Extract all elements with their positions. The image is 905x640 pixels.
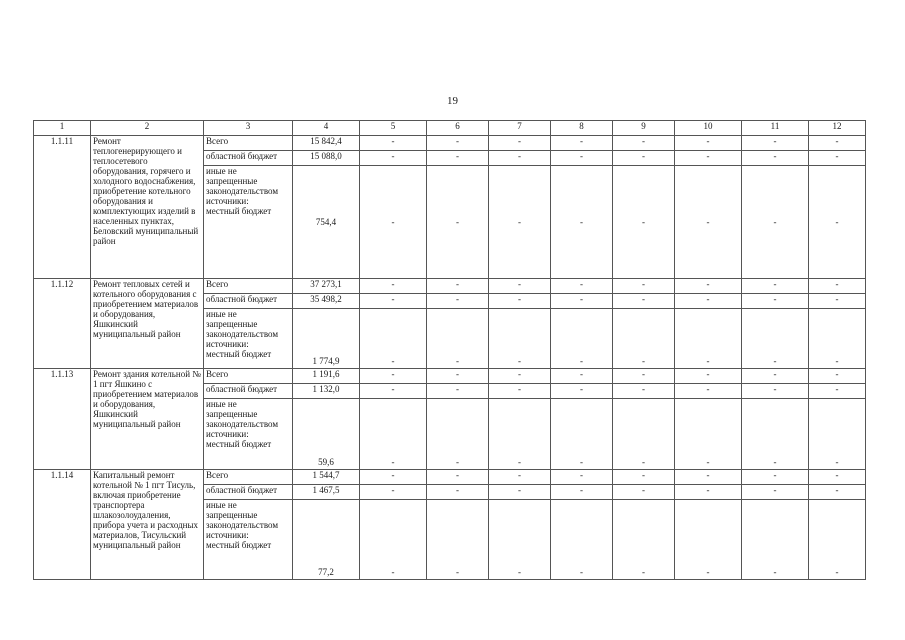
header-cell: 8	[551, 121, 613, 136]
empty-cell: -	[427, 384, 489, 399]
source-local-label: местный бюджет	[206, 206, 272, 216]
source-total-label: Всего	[204, 136, 293, 151]
header-cell: 1	[34, 121, 91, 136]
empty-cell: -	[551, 500, 613, 580]
header-cell: 12	[809, 121, 866, 136]
empty-cell: -	[675, 279, 742, 294]
empty-cell: -	[551, 294, 613, 309]
empty-cell: -	[675, 294, 742, 309]
empty-cell: -	[809, 279, 866, 294]
empty-cell: -	[613, 485, 675, 500]
total-amount: 1 544,7	[293, 470, 360, 485]
empty-cell: -	[360, 384, 427, 399]
empty-cell: -	[360, 151, 427, 166]
empty-cell: -	[675, 399, 742, 470]
empty-cell: -	[742, 500, 809, 580]
empty-cell: -	[360, 279, 427, 294]
empty-cell: -	[427, 279, 489, 294]
empty-cell: -	[427, 294, 489, 309]
empty-cell: -	[809, 399, 866, 470]
header-cell: 5	[360, 121, 427, 136]
empty-cell: -	[809, 470, 866, 485]
empty-cell: -	[489, 151, 551, 166]
local-amount: 754,4	[293, 166, 360, 279]
empty-cell: -	[427, 369, 489, 384]
empty-cell: -	[489, 399, 551, 470]
table-row	[34, 136, 866, 151]
empty-cell: -	[809, 166, 866, 279]
empty-cell: -	[675, 136, 742, 151]
source-local-label: местный бюджет	[206, 349, 272, 359]
regional-amount: 1 132,0	[293, 384, 360, 399]
source-total-label: Всего	[204, 279, 293, 294]
empty-cell: -	[489, 384, 551, 399]
measure-name: Ремонт здания котельной № 1 пгт Яшкино с приобретением материалов и оборудования, Яшкинский муниципальный район	[91, 369, 204, 470]
header-cell: 11	[742, 121, 809, 136]
empty-cell: -	[360, 369, 427, 384]
empty-cell: -	[613, 166, 675, 279]
empty-cell: -	[613, 136, 675, 151]
total-amount: 15 842,4	[293, 136, 360, 151]
empty-cell: -	[427, 166, 489, 279]
empty-cell: -	[551, 279, 613, 294]
empty-cell: -	[551, 384, 613, 399]
empty-cell: -	[551, 151, 613, 166]
empty-cell: -	[742, 279, 809, 294]
empty-cell: -	[360, 470, 427, 485]
empty-cell: -	[360, 485, 427, 500]
empty-cell: -	[427, 136, 489, 151]
table-row	[34, 279, 866, 294]
table-row	[34, 369, 866, 384]
empty-cell: -	[427, 399, 489, 470]
empty-cell: -	[613, 151, 675, 166]
empty-cell: -	[427, 485, 489, 500]
measure-name: Капитальный ремонт котельной № 1 пгт Тисуль, включая приобретение транспортера шлакозолоудаления, прибора учета и расходных материалов, Тисульский муниципальный район	[91, 470, 204, 580]
empty-cell: -	[551, 166, 613, 279]
source-regional-label: областной бюджет	[204, 384, 293, 399]
header-cell: 9	[613, 121, 675, 136]
empty-cell: -	[742, 384, 809, 399]
header-cell: 7	[489, 121, 551, 136]
empty-cell: -	[675, 470, 742, 485]
empty-cell: -	[809, 384, 866, 399]
empty-cell: -	[809, 369, 866, 384]
empty-cell: -	[489, 136, 551, 151]
empty-cell: -	[360, 500, 427, 580]
source-total-label: Всего	[204, 470, 293, 485]
page-number: 19	[447, 95, 458, 107]
header-cell: 2	[91, 121, 204, 136]
empty-cell: -	[489, 470, 551, 485]
empty-cell: -	[675, 369, 742, 384]
empty-cell: -	[809, 485, 866, 500]
table-row	[34, 470, 866, 485]
empty-cell: -	[427, 151, 489, 166]
empty-cell: -	[742, 485, 809, 500]
empty-cell: -	[427, 309, 489, 369]
source-local-label: местный бюджет	[206, 439, 272, 449]
header-cell: 6	[427, 121, 489, 136]
empty-cell: -	[551, 369, 613, 384]
source-other-cell	[204, 166, 293, 279]
empty-cell: -	[551, 470, 613, 485]
empty-cell: -	[551, 309, 613, 369]
row-code: 1.1.14	[34, 470, 91, 580]
empty-cell: -	[489, 485, 551, 500]
empty-cell: -	[427, 500, 489, 580]
header-cell: 10	[675, 121, 742, 136]
local-amount: 59,6	[293, 399, 360, 470]
empty-cell: -	[742, 136, 809, 151]
empty-cell: -	[489, 166, 551, 279]
header-row	[34, 121, 866, 136]
regional-amount: 15 088,0	[293, 151, 360, 166]
empty-cell: -	[675, 485, 742, 500]
measure-name: Ремонт тепловых сетей и котельного оборудования с приобретением материалов и оборудования, Яшкинский муниципальный район	[91, 279, 204, 369]
empty-cell: -	[742, 166, 809, 279]
empty-cell: -	[489, 294, 551, 309]
local-amount: 77,2	[293, 500, 360, 580]
source-other-cell	[204, 500, 293, 580]
empty-cell: -	[809, 294, 866, 309]
source-total-label: Всего	[204, 369, 293, 384]
empty-cell: -	[613, 384, 675, 399]
regional-amount: 35 498,2	[293, 294, 360, 309]
empty-cell: -	[489, 369, 551, 384]
empty-cell: -	[360, 166, 427, 279]
source-other-cell	[204, 309, 293, 369]
empty-cell: -	[742, 151, 809, 166]
row-code: 1.1.12	[34, 279, 91, 369]
empty-cell: -	[809, 151, 866, 166]
source-regional-label: областной бюджет	[204, 294, 293, 309]
total-amount: 37 273,1	[293, 279, 360, 294]
source-other-label: иные не запрещенные законодательством источники:	[206, 399, 279, 439]
empty-cell: -	[742, 309, 809, 369]
measure-name: Ремонт теплогенерирующего и теплосетевого оборудования, горячего и холодного водоснабжения, приобретение котельного оборудования и комплектующих изделий в населенных пунктах, Беловский муниципальный район	[91, 136, 204, 279]
empty-cell: -	[675, 309, 742, 369]
source-other-cell	[204, 399, 293, 470]
regional-amount: 1 467,5	[293, 485, 360, 500]
empty-cell: -	[675, 151, 742, 166]
empty-cell: -	[742, 399, 809, 470]
empty-cell: -	[809, 500, 866, 580]
program-table	[33, 120, 866, 580]
empty-cell: -	[489, 279, 551, 294]
empty-cell: -	[742, 470, 809, 485]
empty-cell: -	[613, 294, 675, 309]
empty-cell: -	[613, 470, 675, 485]
empty-cell: -	[613, 309, 675, 369]
empty-cell: -	[809, 136, 866, 151]
empty-cell: -	[489, 309, 551, 369]
source-local-label: местный бюджет	[206, 540, 272, 550]
source-other-label: иные не запрещенные законодательством источники:	[206, 500, 279, 540]
empty-cell: -	[551, 136, 613, 151]
empty-cell: -	[613, 399, 675, 470]
empty-cell: -	[360, 399, 427, 470]
empty-cell: -	[809, 309, 866, 369]
empty-cell: -	[613, 369, 675, 384]
header-cell: 4	[293, 121, 360, 136]
empty-cell: -	[360, 309, 427, 369]
empty-cell: -	[613, 500, 675, 580]
source-other-label: иные не запрещенные законодательством источники:	[206, 309, 279, 349]
header-cell: 3	[204, 121, 293, 136]
source-regional-label: областной бюджет	[204, 151, 293, 166]
empty-cell: -	[551, 485, 613, 500]
empty-cell: -	[742, 369, 809, 384]
row-code: 1.1.13	[34, 369, 91, 470]
empty-cell: -	[360, 136, 427, 151]
empty-cell: -	[360, 294, 427, 309]
empty-cell: -	[675, 384, 742, 399]
empty-cell: -	[675, 500, 742, 580]
empty-cell: -	[675, 166, 742, 279]
local-amount: 1 774,9	[293, 309, 360, 369]
empty-cell: -	[742, 294, 809, 309]
empty-cell: -	[551, 399, 613, 470]
total-amount: 1 191,6	[293, 369, 360, 384]
row-code: 1.1.11	[34, 136, 91, 279]
empty-cell: -	[427, 470, 489, 485]
source-regional-label: областной бюджет	[204, 485, 293, 500]
source-other-label: иные не запрещенные законодательством источники:	[206, 166, 279, 206]
empty-cell: -	[489, 500, 551, 580]
empty-cell: -	[613, 279, 675, 294]
